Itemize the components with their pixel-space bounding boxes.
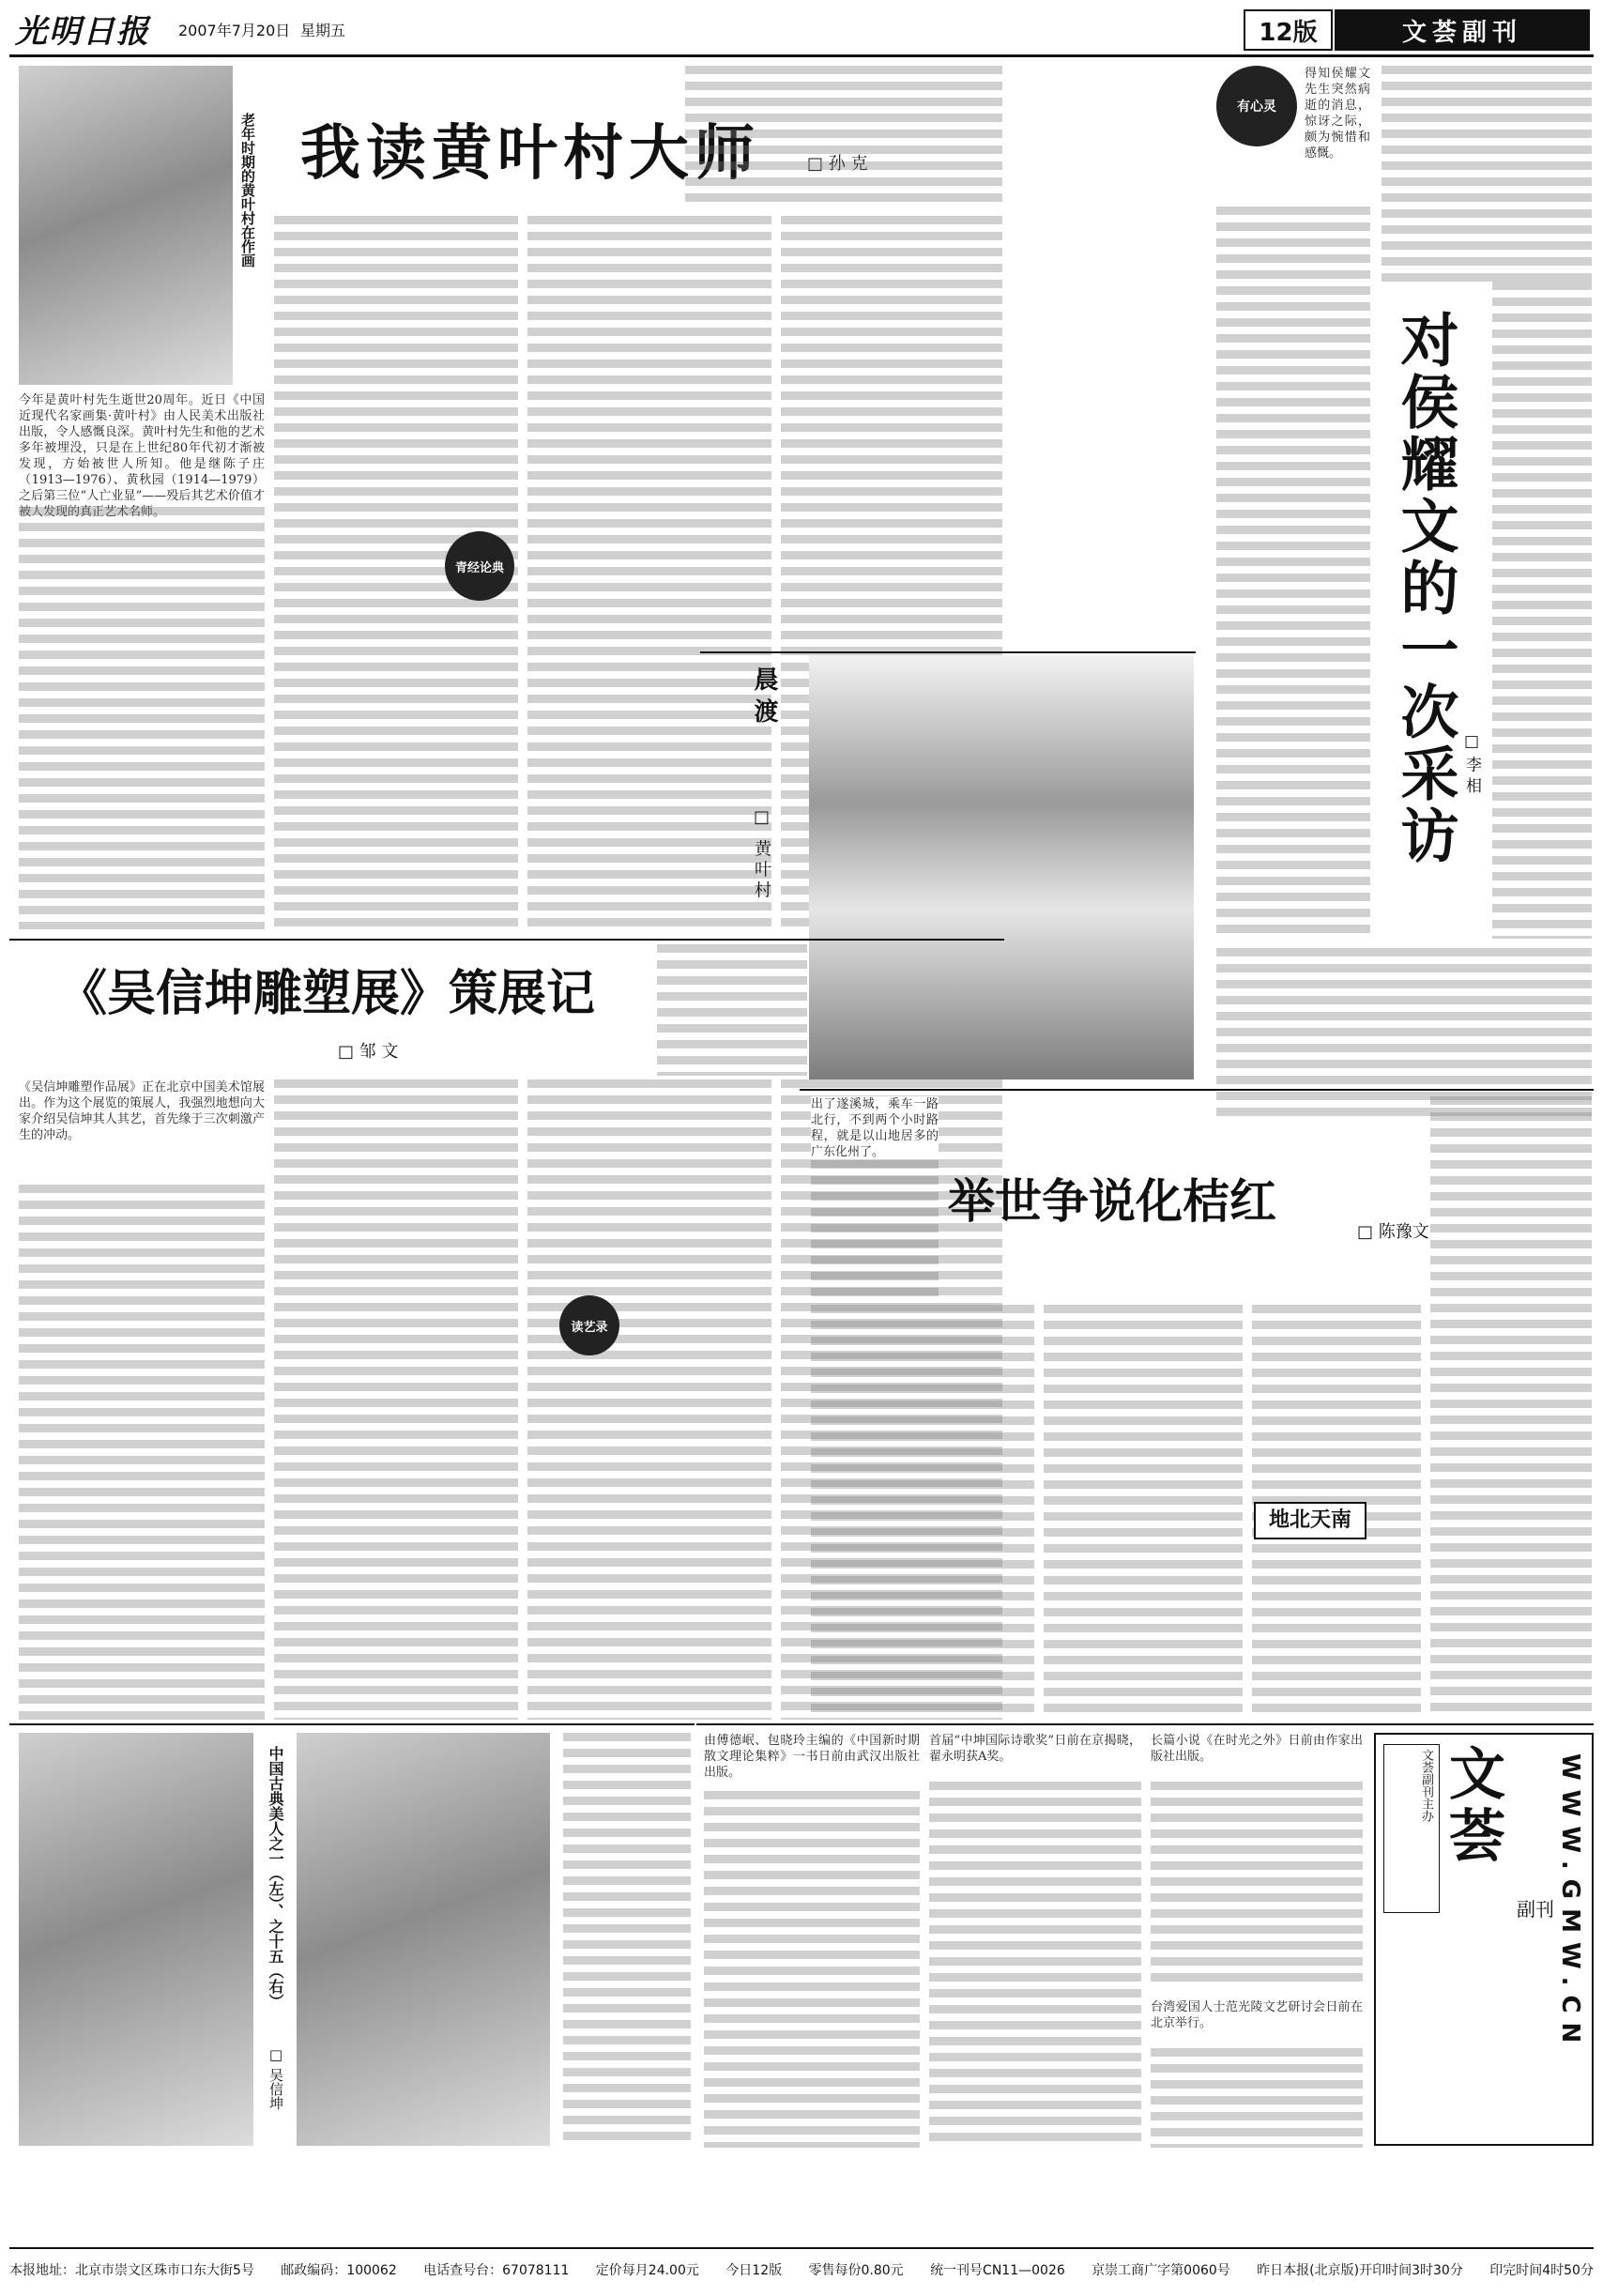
article3-body-col2: [274, 1079, 518, 1720]
article5-body-col1: [811, 1305, 1034, 1718]
article4-title: 对侯耀文的一次采访: [1391, 310, 1459, 867]
article5-top-rule: [800, 1089, 1594, 1091]
article5-body-col2: [1044, 1305, 1243, 1718]
article5-byline: □ 陈豫文: [1357, 1222, 1429, 1242]
masthead: [0, 0, 1603, 58]
sculpture-text-col: [563, 1733, 691, 2146]
landscape-painting: [809, 655, 1194, 1079]
sculpture-caption: 中国古典美人之一（左）、之十五（右）: [267, 1746, 284, 2009]
badge-heart-soul: 有心灵: [1216, 66, 1297, 146]
page-number-box: [1244, 9, 1333, 51]
brief-item-2: 首届“中坤国际诗歌奖”日前在京揭晓，翟永明获A奖。: [929, 1734, 1141, 1764]
badge-north-south: 地北天南: [1254, 1502, 1366, 1539]
painting-title: 晨渡: [750, 666, 778, 730]
section-name: 文荟副刊: [1401, 18, 1522, 47]
article4-byline: □ 李 相: [1462, 732, 1481, 793]
footer-print-info: 昨日本报(北京版)开印时间3时30分: [1257, 2263, 1463, 2278]
huang-yecun-photo: [19, 66, 233, 385]
footer-finish: 印完时间4时50分: [1489, 2263, 1594, 2278]
article3-title: 《吴信坤雕塑展》策展记: [58, 966, 596, 1022]
article3-body-col1: [19, 1185, 265, 1720]
section-label-big: 文荟: [1449, 1742, 1505, 1870]
footer-rule: [9, 2247, 1594, 2249]
article4-body-col2: [1382, 66, 1592, 282]
article3-body-col5: [657, 944, 807, 1076]
section-banner: [1335, 9, 1590, 51]
article1-title: 我读黄叶村大师: [300, 119, 760, 189]
section-label-box: [1374, 1733, 1594, 2146]
footer-price: 定价每月24.00元: [595, 2263, 699, 2278]
sculpture-photo-left: [19, 1733, 253, 2146]
page-number: 12版: [1259, 18, 1318, 47]
article1-body-col1: [19, 507, 265, 929]
section-label-small: 副刊: [1517, 1898, 1554, 1921]
sculpture-photo-right: [297, 1733, 550, 2146]
badge-art-notes: 读艺录: [559, 1295, 619, 1355]
footer-issn: 统一刊号CN11—0026: [930, 2263, 1065, 2278]
brief-col1-more: [704, 1791, 920, 2148]
article3-byline: □ 邹 文: [338, 1042, 399, 1062]
editor-box: 文荟副刊主办: [1383, 1744, 1440, 1913]
footer-retail: 零售每份0.80元: [808, 2263, 904, 2278]
article4-body-col3: [1492, 282, 1592, 939]
article4-body-col1: [1216, 207, 1370, 939]
article3-lead: 《吴信坤雕塑作品展》正在北京中国美术馆展出。作为这个展览的策展人，我强烈地想向大家介绍吴信坤其人其艺，首先缘于三次刺激产生的冲动。: [19, 1080, 265, 1142]
article1-byline: □ 孙 克: [807, 154, 868, 174]
article4-body-col4: [1216, 948, 1592, 1117]
article4-lead: 得知侯耀文先生突然病逝的消息，惊讶之际，颇为惋惜和感慨。: [1305, 67, 1370, 161]
article3-top-rule: [9, 939, 1004, 941]
sculpture-top-rule: [9, 1723, 695, 1725]
website-url: WWW.GMW.CN: [1556, 1753, 1584, 2053]
article1-body-col5: [685, 66, 1002, 207]
painting-frame-rule: [700, 651, 1196, 653]
article5-lead: 出了遂溪城，乘车一路北行，不到两个小时路程，就是以山地居多的广东化州了。: [811, 1097, 939, 1159]
brief-item-3: 长篇小说《在时光之外》日前由作家出版社出版。: [1151, 1734, 1363, 1764]
masthead-rule: [9, 54, 1594, 57]
issue-weekday: 星期五: [300, 22, 346, 39]
painting-author: □ 黄叶村: [752, 807, 771, 902]
article1-lead: 今年是黄叶村先生逝世20周年。近日《中国近现代名家画集·黄叶村》由人民美术出版社出版，令人感慨良深。黄叶村先生和他的艺术多年被埋没，只是在上世纪80年代初才渐被发现，方始被世人所知。他是继陈子庄（1913—1976）、黄秋园（1914—1979）之后第三位“人亡业显”——殁后其艺术价值才被人发现的真正艺术名师。: [19, 393, 265, 519]
brief-col3-end: [1151, 2048, 1363, 2148]
brief-col3-more: [1151, 1782, 1363, 1988]
article5-body-col4: [1430, 1096, 1592, 1718]
issue-date: 2007年7月20日: [178, 22, 291, 39]
footer-pages: 今日12版: [725, 2263, 783, 2278]
brief-col2-more: [929, 1782, 1141, 2148]
footer-bar: [9, 2255, 1594, 2285]
briefs-top-rule: [696, 1723, 1594, 1725]
sculpture-author: □ 吴信坤: [267, 2046, 284, 2110]
footer-address: 本报地址：北京市崇文区珠市口东大街5号: [9, 2263, 254, 2278]
article5-title: 举世争说化桔红: [948, 1174, 1276, 1229]
footer-phone: 电话查号台：67078111: [423, 2263, 570, 2278]
footer-ad: 京崇工商广字第0060号: [1092, 2263, 1230, 2278]
brief-item-1: 由傅德岷、包晓玲主编的《中国新时期散文理论集粹》一书日前由武汉出版社出版。: [704, 1734, 920, 1780]
article1-body-col3: [527, 216, 771, 929]
photo-caption: 老年时期的黄叶村在作画: [239, 113, 256, 268]
newspaper-logo: 光明日报: [15, 13, 150, 51]
article3-body-col3: [527, 1079, 771, 1720]
footer-postcode: 邮政编码：100062: [281, 2263, 397, 2278]
badge-reading-classic: 青经论典: [445, 531, 514, 601]
brief-item-4: 台湾爱国人士范光陵文艺研讨会日前在北京举行。: [1151, 2000, 1363, 2030]
